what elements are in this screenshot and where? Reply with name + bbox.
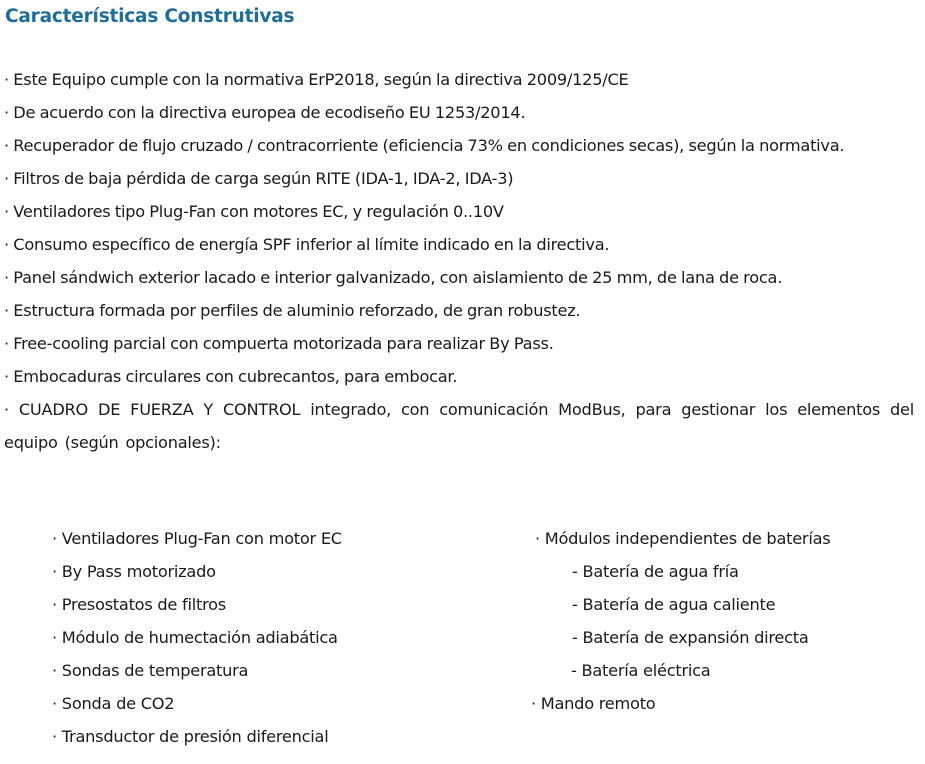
feature-item-spf: · Consumo específico de energía SPF inferior al límite indicado en la directiva. bbox=[4, 235, 610, 254]
option-item-battery-modules: · Módulos independientes de baterías bbox=[535, 529, 831, 548]
option-subitem-cold-water: - Batería de agua fría bbox=[572, 562, 739, 581]
option-item-pressostats: · Presostatos de filtros bbox=[52, 595, 226, 614]
feature-item-freecooling: · Free-cooling parcial con compuerta motorizada para realizar By Pass. bbox=[4, 334, 554, 353]
options-right-list bbox=[531, 522, 830, 720]
feature-item-ecodesign: · De acuerdo con la directiva europea de ecodiseño EU 1253/2014. bbox=[4, 103, 526, 122]
section-title: Características Construtivas bbox=[5, 6, 295, 27]
feature-item-ducts: · Embocaduras circulares con cubrecantos, para embocar. bbox=[4, 367, 458, 386]
feature-item-recuperator: · Recuperador de flujo cruzado / contracorriente (eficiencia 73% en condiciones secas), según la normativa. bbox=[4, 136, 845, 155]
option-item-humidification: · Módulo de humectación adiabática bbox=[52, 628, 338, 647]
feature-item-control-panel: · CUADRO DE FUERZA Y CONTROL integrado, con comunicación ModBus, para gestionar los elementos del equipo (según opcionales): bbox=[4, 400, 914, 452]
features-list bbox=[4, 63, 914, 459]
feature-item-structure: · Estructura formada por perfiles de aluminio reforzado, de gran robustez. bbox=[4, 301, 581, 320]
feature-item-erp: · Este Equipo cumple con la normativa ErP2018, según la directiva 2009/125/CE bbox=[4, 70, 629, 89]
option-item-fans: · Ventiladores Plug-Fan con motor EC bbox=[52, 529, 342, 548]
option-subitem-hot-water: - Batería de agua caliente bbox=[572, 595, 776, 614]
feature-item-filters: · Filtros de baja pérdida de carga según RITE (IDA-1, IDA-2, IDA-3) bbox=[4, 169, 514, 188]
option-item-bypass: · By Pass motorizado bbox=[52, 562, 216, 581]
option-subitem-direct-expansion: - Batería de expansión directa bbox=[572, 628, 809, 647]
feature-item-fans: · Ventiladores tipo Plug-Fan con motores EC, y regulación 0..10V bbox=[4, 202, 504, 221]
option-item-pressure-transducer: · Transductor de presión diferencial bbox=[52, 727, 329, 746]
options-left-list bbox=[52, 522, 342, 753]
option-item-remote-control: · Mando remoto bbox=[531, 694, 656, 713]
option-item-co2-probe: · Sonda de CO2 bbox=[52, 694, 175, 713]
feature-item-panel: · Panel sándwich exterior lacado e interior galvanizado, con aislamiento de 25 mm, de lana de roca. bbox=[4, 268, 783, 287]
option-subitem-electric: - Batería eléctrica bbox=[571, 661, 711, 680]
option-item-temp-probes: · Sondas de temperatura bbox=[52, 661, 249, 680]
